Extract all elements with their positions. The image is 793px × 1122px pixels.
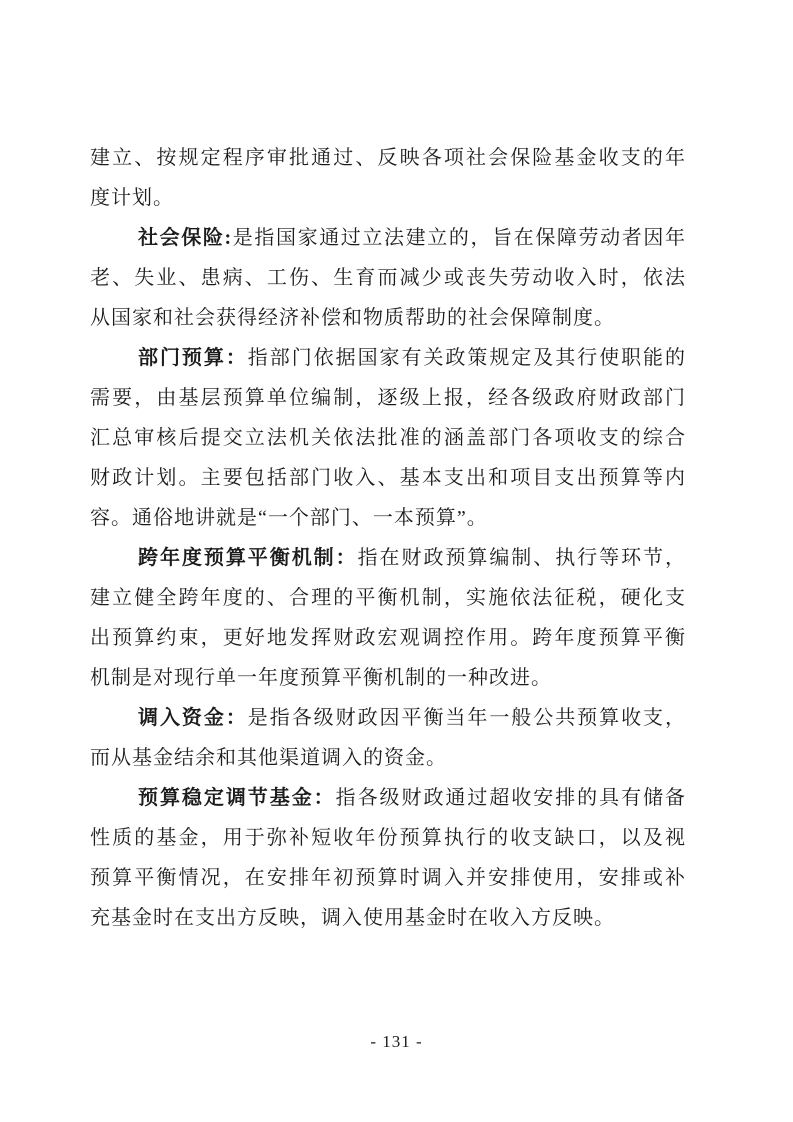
text-line [90, 458, 686, 498]
paragraph [90, 538, 686, 698]
text-line [90, 418, 686, 458]
text-body [90, 138, 686, 938]
paragraph [90, 778, 686, 938]
page-number: - 131 - [370, 1032, 423, 1051]
body-text: 而从基金结余和其他渠道调入的资金。 [90, 747, 447, 769]
body-text: 出预算约束，更好地发挥财政宏观调控作用。跨年度预算平衡 [90, 627, 686, 649]
body-text: 度计划。 [90, 187, 174, 209]
text-line [90, 578, 686, 618]
text-line [90, 298, 686, 338]
body-text: 性质的基金，用于弥补短收年份预算执行的收支缺口，以及视 [90, 827, 686, 849]
body-text: 充基金时在支出方反映，调入使用基金时在收入方反映。 [90, 907, 615, 929]
body-text: 从国家和社会获得经济补偿和物质帮助的社会保障制度。 [90, 307, 615, 329]
body-text: 是指国家通过立法建立的，旨在保障劳动者因年 [232, 227, 686, 249]
text-line [90, 778, 686, 818]
paragraph [90, 698, 686, 778]
text-line [90, 658, 686, 698]
text-line [90, 858, 686, 898]
body-text: 是指各级财政因平衡当年一般公共预算收支， [247, 707, 686, 729]
body-text: 需要，由基层预算单位编制，逐级上报，经各级政府财政部门 [90, 387, 686, 409]
body-text: 老、失业、患病、工伤、生育而减少或丧失劳动收入时，依法 [90, 267, 686, 289]
text-line [90, 818, 686, 858]
body-text: 建立、按规定程序审批通过、反映各项社会保险基金收支的年 [90, 147, 686, 169]
text-line [90, 378, 686, 418]
body-text: 指在财政预算编制、执行等环节， [357, 547, 686, 569]
body-text: 汇总审核后提交立法机关依法批准的涵盖部门各项收支的综合 [90, 427, 686, 449]
body-text: 容。通俗地讲就是“一个部门、一本预算”。 [90, 507, 488, 529]
paragraph [90, 218, 686, 338]
glossary-term: 跨年度预算平衡机制： [138, 547, 358, 569]
body-text: 财政计划。主要包括部门收入、基本支出和项目支出预算等内 [90, 467, 686, 489]
body-text: 建立健全跨年度的、合理的平衡机制，实施依法征税，硬化支 [90, 587, 686, 609]
text-line [90, 618, 686, 658]
text-line [90, 738, 686, 778]
glossary-term: 社会保险: [138, 227, 233, 249]
text-line [90, 178, 686, 218]
text-line [90, 258, 686, 298]
body-text: 机制是对现行单一年度预算平衡机制的一种改进。 [90, 667, 552, 689]
body-text: 预算平衡情况，在安排年初预算时调入并安排使用，安排或补 [90, 867, 686, 889]
text-line [90, 338, 686, 378]
glossary-term: 部门预算： [138, 347, 248, 369]
paragraph [90, 338, 686, 538]
text-line [90, 698, 686, 738]
body-text: 指各级财政通过超收安排的具有储备 [335, 787, 686, 809]
body-text: 指部门依据国家有关政策规定及其行使职能的 [247, 347, 686, 369]
text-line [90, 218, 686, 258]
text-line [90, 538, 686, 578]
paragraph [90, 138, 686, 218]
text-line [90, 138, 686, 178]
text-line [90, 498, 686, 538]
glossary-term: 预算稳定调节基金： [138, 787, 336, 809]
text-line [90, 898, 686, 938]
glossary-term: 调入资金： [138, 707, 248, 729]
